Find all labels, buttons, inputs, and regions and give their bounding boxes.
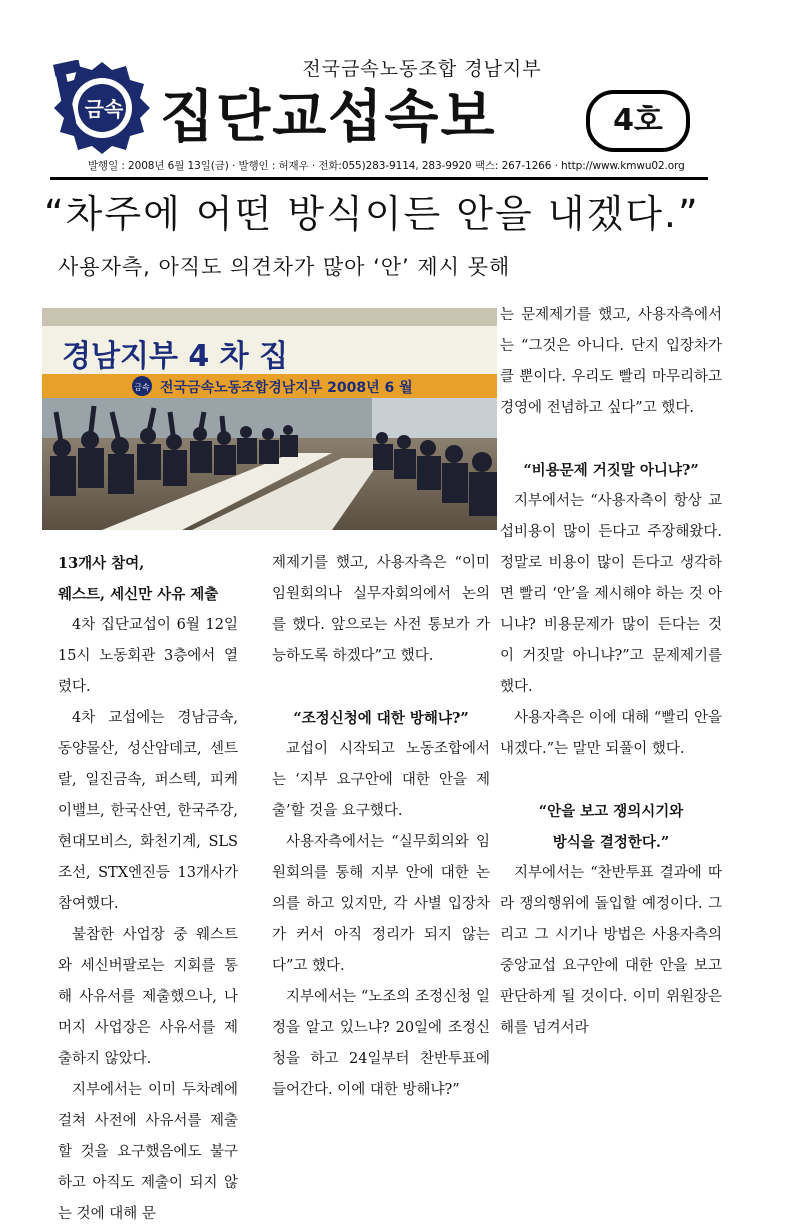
paragraph: 지부에서는 이미 두차례에 걸쳐 사전에 사유서를 제출할 것을 요구했음에도 불구하고 아직도 제출이 되지 않는 것에 대해 문 (58, 1082, 238, 1222)
paragraph: 사용자측은 이에 대해 “빨리 안을 내겠다.”는 말만 되풀이 했다. (500, 710, 722, 757)
section-heading: 13개사 참여, (58, 555, 145, 572)
paragraph: 4차 교섭에는 경남금속, 동양물산, 성산암데코, 센트랄, 일진금속, 퍼스텍, 피케이밸브, 한국산연, 한국주강, 현대모비스, 화천기계, SLS조선, STX엔진등 13개사가 참여했다. (58, 710, 238, 912)
paragraph: 는 문제제기를 했고, 사용자측에서는 “그것은 아니다. 단지 입장차가 클 뿐이다. 우리도 빨리 마무리하고 경영에 전념하고 싶다”고 했다. (500, 307, 722, 416)
publication-info: 발행일 : 2008년 6월 13일(금) · 발행인 : 허재우 · 전화:055)283-9114, 283-9920 팩스: 267-1266 · http://www.kmwu02.org (88, 160, 685, 172)
paragraph: 지부에서는 “사용자측이 항상 교섭비용이 많이 든다고 주장해왔다. 정말로 비용이 많이 든다고 생각하면 빨리 ‘안’을 제시해야 하는 것 아니냐? 비용문제가 많이 든다는 것이 거짓말 아니냐?”고 문제제기를 했다. (500, 493, 722, 695)
paragraph: 지부에서는 “노조의 조정신청 일정을 알고 있느냐? 20일에 조정신청을 하고 24일부터 찬반투표에 들어간다. 이에 대한 방해냐?” (272, 989, 490, 1098)
section-heading: “안을 보고 쟁의시기와 (538, 803, 684, 820)
masthead-divider (50, 177, 708, 180)
logo-text: 금속 (84, 97, 124, 121)
paragraph: 4차 집단교섭이 6월 12일 15시 노동회관 3층에서 열렸다. (58, 617, 238, 695)
section-heading: 웨스트, 세신만 사유 제출 (58, 586, 219, 603)
paragraph: 제제기를 했고, 사용자측은 “이미 임원회의나 실무자회의에서 논의를 했다. 앞으로는 사전 통보가 가능하도록 하겠다”고 했다. (272, 555, 490, 664)
photo-logo-text: 금속 (134, 383, 150, 392)
paragraph: 교섭이 시작되고 노동조합에서는 ‘지부 요구안에 대한 안을 제출’할 것을 요구했다. (272, 741, 490, 819)
article-column-3 (500, 300, 722, 1044)
paragraph: 사용자측에서는 “실무회의와 임원회의를 통해 지부 안에 대한 논의를 하고 있지만, 각 사별 입장차가 커서 아직 정리가 되지 않는다”고 했다. (272, 834, 490, 974)
union-logo (52, 60, 152, 156)
article-headline: “차주에 어떤 방식이든 안을 내겠다.” (44, 192, 700, 236)
newsletter-title: 집단교섭속보 (160, 85, 497, 150)
photo-banner-text: 경남지부 4 차 집 (62, 339, 289, 374)
organization-name: 전국금속노동조합 경남지부 (302, 58, 542, 80)
meeting-photo (42, 308, 497, 530)
section-heading: “조정신청에 대한 방해냐?” (293, 710, 469, 727)
paragraph: 불참한 사업장 중 웨스트와 세신버팔로는 지회를 통해 사유서를 제출했으나, 나머지 사업장은 사유서를 제출하지 않았다. (58, 927, 238, 1067)
issue-number-badge: 4호 (586, 90, 690, 152)
section-heading: 방식을 결정한다.” (552, 834, 670, 851)
article-column-1 (58, 548, 238, 1230)
paragraph: 지부에서는 “찬반투표 결과에 따라 쟁의행위에 돌입할 예정이다. 그리고 그 시기나 방법은 사용자측의 중앙교섭 요구안에 대한 안을 보고 판단하게 될 것이다. 이미 위원장은 해를 넘겨서라 (500, 865, 722, 1036)
article-subheadline: 사용자측, 아직도 의견차가 많아 ‘안’ 제시 못해 (58, 255, 511, 279)
photo-strip-text: 전국금속노동조합경남지부 2008년 6 월 (160, 380, 413, 396)
section-heading: “비용문제 거짓말 아니냐?” (523, 462, 699, 479)
article-column-2 (272, 548, 490, 1106)
